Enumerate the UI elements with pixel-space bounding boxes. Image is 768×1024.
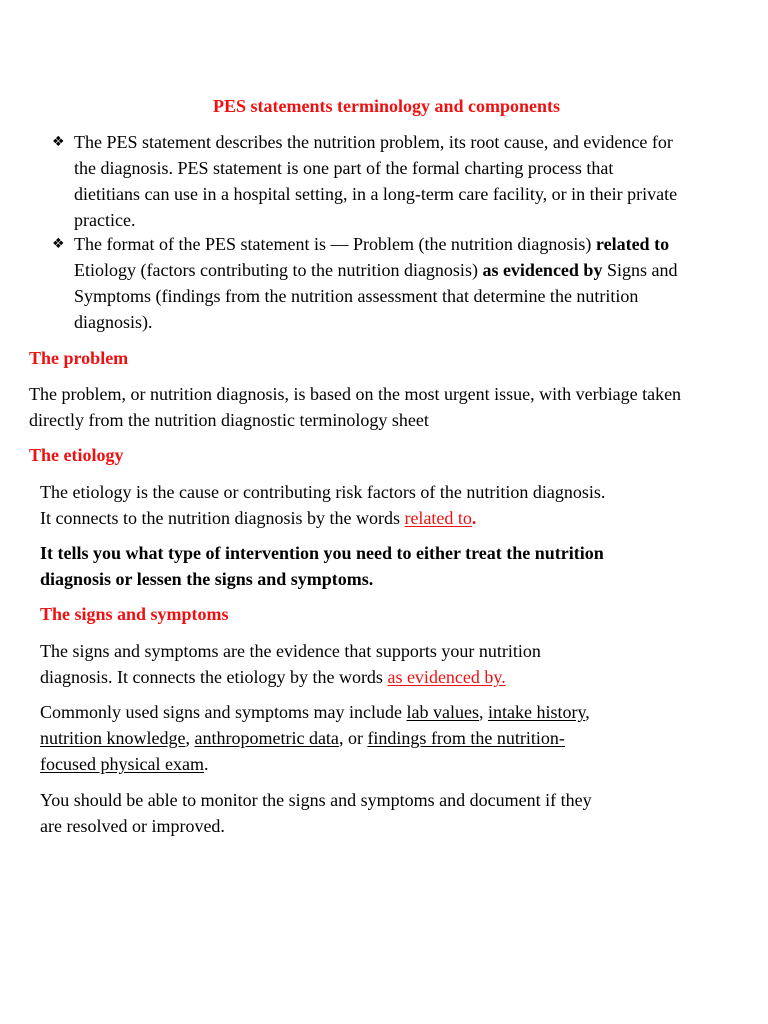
bullet-line: Etiology (factors contributing to the nutrition diagnosis) as evidenced by Signs and bbox=[74, 260, 678, 280]
bullet-line: Symptoms (findings from the nutrition assessment that determine the nutrition bbox=[74, 286, 639, 306]
page-title: PES statements terminology and components bbox=[213, 96, 560, 116]
etiology-bold-paragraph: It tells you what type of intervention you need to either treat the nutrition diagnosis or lessen the signs and symptoms. bbox=[40, 543, 604, 589]
as-evidenced-by-bold: as evidenced by bbox=[482, 260, 603, 280]
bullet-line: dietitians can use in a hospital setting, in a long-term care facility, or in their private bbox=[74, 184, 678, 204]
signs-paragraph-2: Commonly used signs and symptoms may include lab values, intake history, nutrition knowledge, anthropometric data, or findings from the nutrition- focused physical exam. bbox=[40, 702, 590, 774]
signs-paragraph-3: You should be able to monitor the signs and symptoms and document if they are resolved or improved. bbox=[40, 790, 592, 836]
bullet-line: diagnosis). bbox=[74, 312, 153, 332]
diamond-bullet-icon: ❖ bbox=[52, 236, 65, 252]
etiology-paragraph: The etiology is the cause or contributing risk factors of the nutrition diagnosis. It connects to the nutrition diagnosis by the words related to. bbox=[40, 482, 606, 528]
bullet-line: practice. bbox=[74, 210, 136, 230]
signs-heading: The signs and symptoms bbox=[40, 604, 229, 624]
as-evidenced-by-link: as evidenced by. bbox=[387, 667, 506, 687]
problem-heading: The problem bbox=[29, 348, 129, 368]
etiology-heading: The etiology bbox=[29, 445, 124, 465]
bullet-line: the diagnosis. PES statement is one part of the formal charting process that bbox=[74, 158, 614, 178]
bullet-line: The PES statement describes the nutrition problem, its root cause, and evidence for bbox=[74, 132, 673, 152]
related-to-link: related to bbox=[404, 508, 472, 528]
problem-paragraph: The problem, or nutrition diagnosis, is based on the most urgent issue, with verbiage taken directly from the nutrition diagnostic terminology sheet bbox=[29, 384, 682, 430]
bullet-line: The format of the PES statement is — Problem (the nutrition diagnosis) related to bbox=[74, 234, 670, 254]
related-to-bold: related to bbox=[595, 234, 670, 254]
diamond-bullet-icon: ❖ bbox=[52, 134, 65, 150]
signs-paragraph-1: The signs and symptoms are the evidence that supports your nutrition diagnosis. It connects the etiology by the words as evidenced by. bbox=[40, 641, 541, 687]
